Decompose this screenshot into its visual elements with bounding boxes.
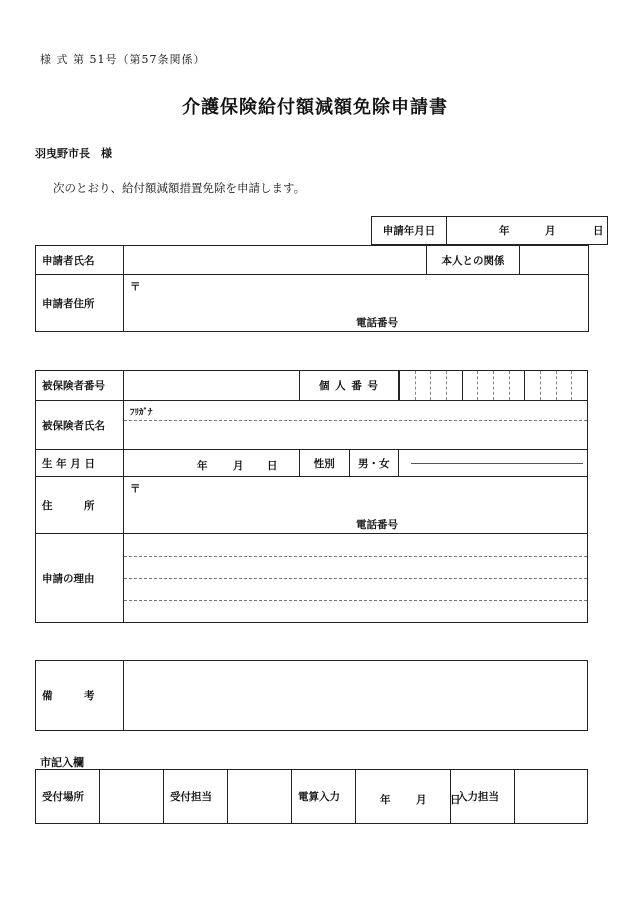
birth-year-unit: 年: [197, 460, 208, 472]
personal-number-field[interactable]: [399, 371, 588, 401]
application-date-month-unit: 月: [545, 217, 565, 245]
insured-phone-label: 電話番号: [356, 519, 398, 531]
office-use-table: [35, 769, 588, 824]
entry-year-unit: 年: [380, 794, 391, 806]
office-use-label: 市記入欄: [40, 756, 84, 769]
insured-name-field[interactable]: [124, 401, 588, 450]
reception-place-field[interactable]: [100, 770, 164, 824]
entry-staff-label: 入力担当: [451, 770, 515, 824]
insured-postal-mark: 〒: [130, 483, 141, 495]
application-date-label: 申請年月日: [372, 217, 447, 245]
insured-address-field[interactable]: [124, 477, 588, 534]
application-date-year-unit: 年: [499, 217, 519, 245]
computer-entry-label: 電算入力: [292, 770, 356, 824]
form-number: 様 式 第 51号（第57条関係）: [40, 53, 206, 66]
personal-number-digits: [399, 371, 587, 400]
reason-line-2: [124, 578, 587, 579]
sex-label: 性別: [300, 450, 350, 477]
insured-name-label: 被保険者氏名: [36, 401, 124, 450]
extra-field-line: [411, 463, 583, 464]
application-date-table: [371, 216, 608, 245]
page-title: 介護保険給付額減額免除申請書: [182, 97, 448, 118]
reception-place-label: 受付場所: [36, 770, 100, 824]
applicant-name-field[interactable]: [124, 246, 427, 275]
entry-day-unit: 日: [450, 794, 461, 806]
insured-number-field[interactable]: [124, 371, 300, 401]
reception-staff-label: 受付担当: [164, 770, 228, 824]
reception-staff-field[interactable]: [228, 770, 292, 824]
entry-month-unit: 月: [416, 794, 427, 806]
insured-table: [35, 370, 588, 623]
reason-line-1: [124, 556, 587, 557]
application-date-year-field[interactable]: [447, 217, 500, 245]
birthdate-label: 生 年 月 日: [36, 450, 124, 477]
addressee: 羽曳野市長 様: [35, 147, 112, 160]
birth-month-unit: 月: [233, 460, 244, 472]
application-date-day-field[interactable]: [565, 217, 591, 245]
personal-number-label: 個 人 番 号: [300, 371, 399, 401]
reason-label: 申請の理由: [36, 534, 124, 623]
relation-label: 本人との関係: [427, 246, 520, 275]
application-date-day-unit: 日: [591, 217, 608, 245]
insured-address-label: 住 所: [36, 477, 124, 534]
applicant-postal-mark: 〒: [130, 281, 141, 293]
relation-field[interactable]: [520, 246, 589, 275]
birthdate-field[interactable]: [124, 450, 300, 477]
entry-staff-field[interactable]: [515, 770, 588, 824]
remarks-table: [35, 660, 588, 731]
applicant-name-label: 申請者氏名: [36, 246, 124, 275]
applicant-address-field[interactable]: [124, 275, 589, 332]
application-statement: 次のとおり、給付額減額措置免除を申請します。: [53, 181, 306, 195]
applicant-table: [35, 245, 589, 332]
birth-day-unit: 日: [267, 460, 278, 472]
insured-number-label: 被保険者番号: [36, 371, 124, 401]
applicant-phone-label: 電話番号: [356, 317, 398, 329]
furigana-divider: [124, 420, 587, 421]
applicant-address-label: 申請者住所: [36, 275, 124, 332]
reason-field[interactable]: [124, 534, 588, 623]
remarks-label: 備 考: [36, 661, 124, 731]
reason-line-3: [124, 600, 587, 601]
remarks-field[interactable]: [124, 661, 588, 731]
application-date-month-field[interactable]: [519, 217, 545, 245]
computer-entry-date-field[interactable]: [356, 770, 461, 824]
birthdate-extra-field[interactable]: [399, 450, 588, 477]
sex-options[interactable]: 男・女: [349, 450, 399, 477]
furigana-label: ﾌﾘｶﾞﾅ: [130, 408, 153, 418]
